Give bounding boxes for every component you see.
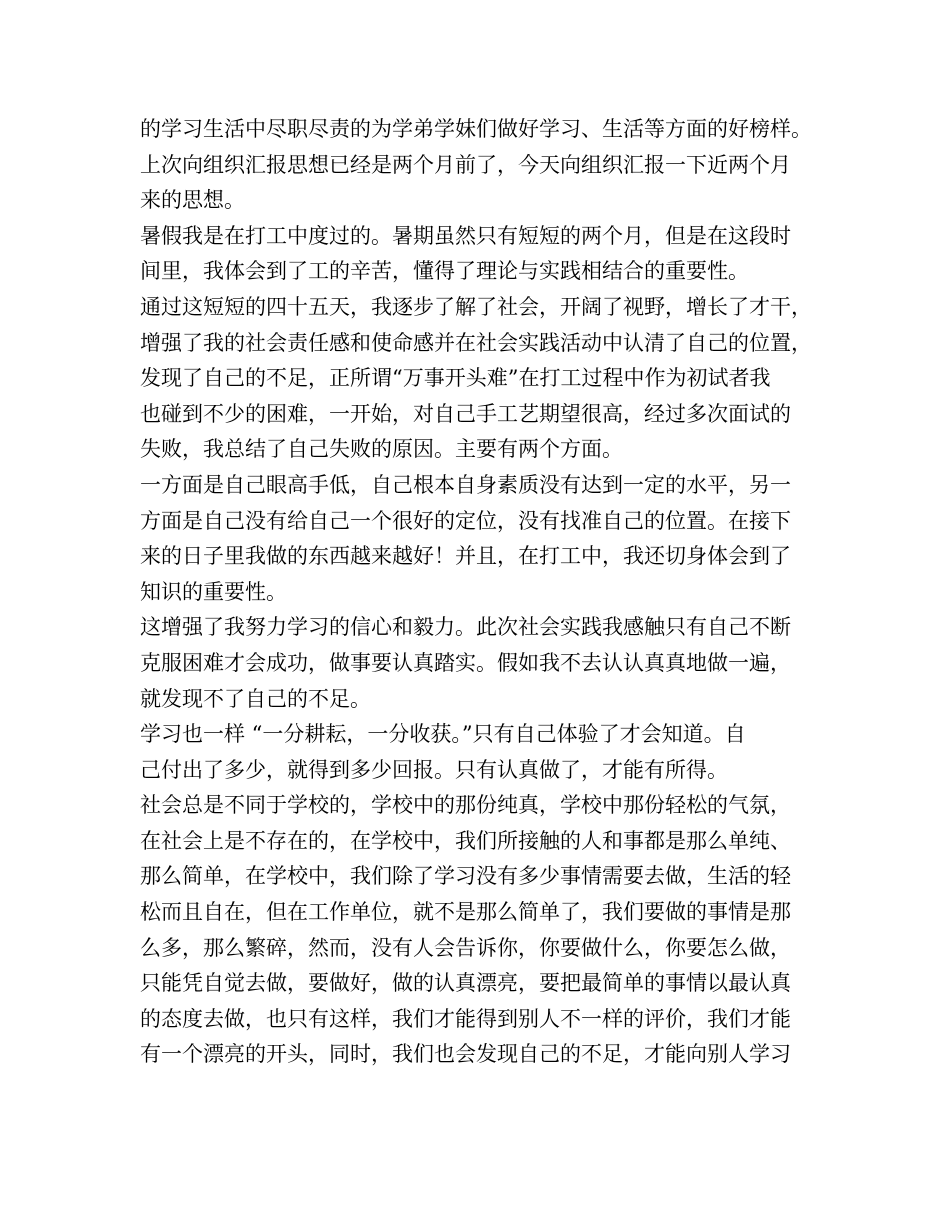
text-line: 方面是自己没有给自己一个很好的定位，没有找准自己的位置。在接下 (140, 508, 791, 533)
text-line: 有一个漂亮的开头，同时，我们也会发现自己的不足，才能向别人学习 (140, 1042, 791, 1067)
paragraph (140, 219, 830, 290)
text-line: 一方面是自己眼高手低，自己根本自身素质没有达到一定的水平，另一 (140, 472, 791, 497)
paragraph (140, 290, 830, 468)
text-line: 也碰到不少的困难，一开始，对自己手工艺期望很高，经过多次面试的 (140, 401, 791, 426)
text-line: 松而且自在，但在工作单位，就不是那么简单了，我们要做的事情是那 (140, 900, 791, 925)
text-line: 的态度去做，也只有这样，我们才能得到别人不一样的评价，我们才能 (140, 1006, 791, 1031)
text-line: 来的日子里我做的东西越来越好！并且，在打工中，我还切身体会到了 (140, 544, 791, 569)
text-line: 暑假我是在打工中度过的。暑期虽然只有短短的两个月，但是在这段时 (140, 223, 791, 248)
paragraph (140, 148, 830, 219)
paragraph (140, 717, 830, 788)
paragraph (140, 610, 830, 717)
text-line: 失败，我总结了自己失败的原因。主要有两个方面。 (140, 437, 623, 462)
text-line: 增强了我的社会责任感和使命感并在社会实践活动中认清了自己的位置， (140, 330, 812, 355)
text-line: 只能凭自觉去做，要做好，做的认真漂亮，要把最简单的事情以最认真 (140, 971, 791, 996)
text-line: 知识的重要性。 (140, 579, 287, 604)
text-line: 间里，我体会到了工的辛苦，懂得了理论与实践相结合的重要性。 (140, 259, 749, 284)
document-body (140, 112, 830, 1073)
text-line: 己付出了多少，就得到多少回报。只有认真做了，才能有所得。 (140, 757, 728, 782)
text-line: 的学习生活中尽职尽责的为学弟学妹们做好学习、生活等方面的好榜样。 (140, 117, 812, 141)
text-line: 学习也一样 “一分耕耘，一分收获。”只有自己体验了才会知道。自 (140, 722, 746, 747)
paragraph (140, 112, 830, 148)
text-line: 上次向组织汇报思想已经是两个月前了，今天向组织汇报一下近两个月 (140, 152, 791, 177)
paragraph (140, 788, 830, 1073)
text-line: 就发现不了自己的不足。 (140, 686, 371, 711)
text-line: 通过这短短的四十五天，我逐步了解了社会，开阔了视野，增长了才干， (140, 294, 812, 319)
text-line: 发现了自己的不足，正所谓“万事开头难”在打工过程中作为初试者我 (140, 366, 771, 391)
text-line: 这增强了我努力学习的信心和毅力。此次社会实践我感触只有自己不断 (140, 615, 791, 640)
text-line: 社会总是不同于学校的，学校中的那份纯真，学校中那份轻松的气氛， (140, 793, 791, 818)
text-line: 么多，那么繁碎，然而，没有人会告诉你，你要做什么，你要怎么做， (140, 935, 791, 960)
text-line: 克服困难才会成功，做事要认真踏实。假如我不去认认真真地做一遍， (140, 650, 791, 675)
text-line: 那么简单，在学校中，我们除了学习没有多少事情需要去做，生活的轻 (140, 864, 791, 889)
text-line: 在社会上是不存在的，在学校中，我们所接触的人和事都是那么单纯、 (140, 828, 791, 853)
text-line: 来的思想。 (140, 188, 245, 213)
paragraph (140, 468, 830, 610)
